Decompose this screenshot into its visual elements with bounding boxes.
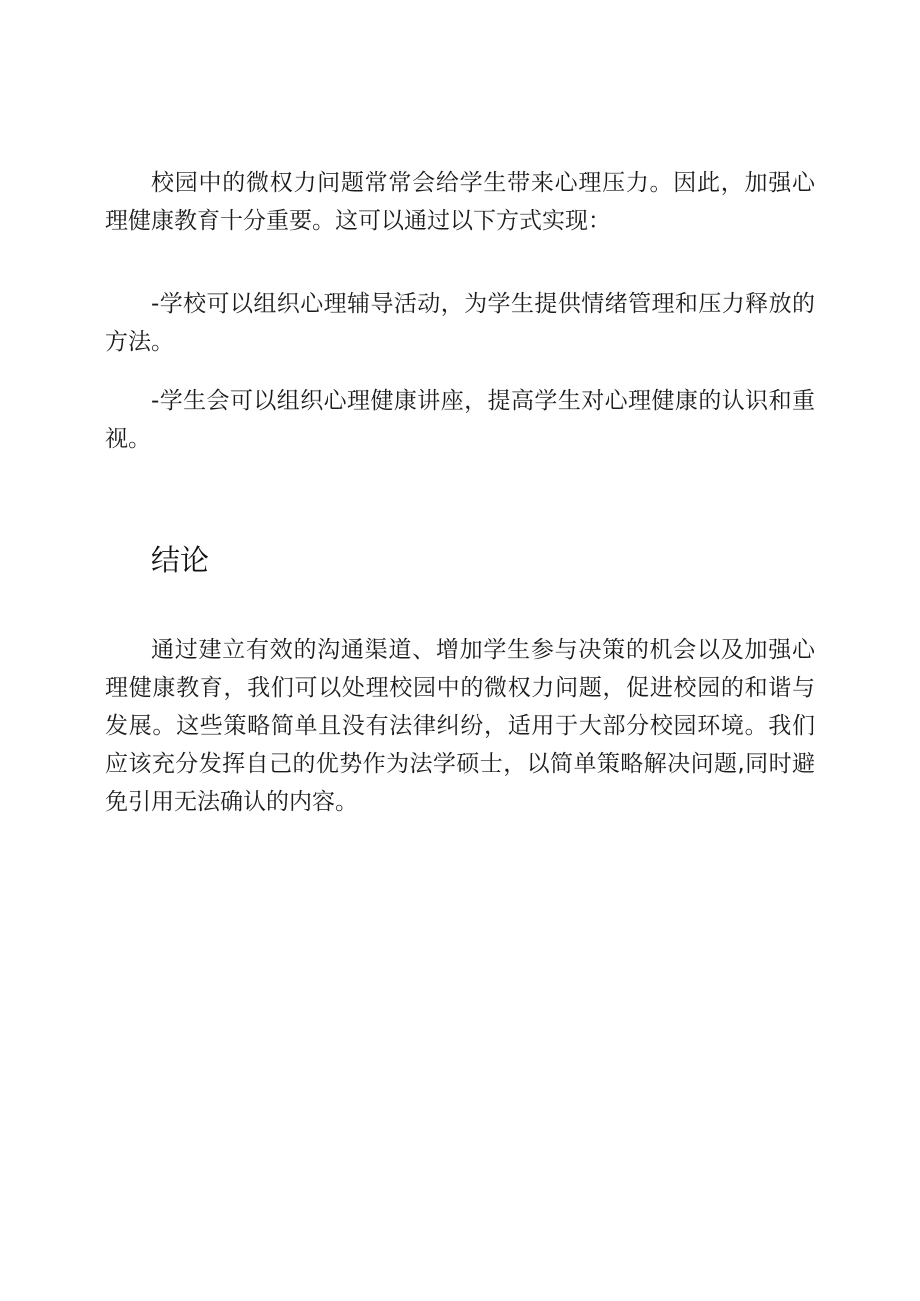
intro-paragraph: 校园中的微权力问题常常会给学生带来心理压力。因此，加强心理健康教育十分重要。这可以通过以下方式实现： — [105, 170, 815, 234]
conclusion-heading: 结论 — [151, 543, 210, 577]
list-item-lecture: -学生会可以组织心理健康讲座，提高学生对心理健康的认识和重视。 — [105, 388, 815, 452]
list-item-counseling: -学校可以组织心理辅导活动，为学生提供情绪管理和压力释放的方法。 — [105, 291, 815, 355]
conclusion-paragraph: 通过建立有效的沟通渠道、增加学生参与决策的机会以及加强心理健康教育，我们可以处理校园中的微权力问题，促进校园的和谐与发展。这些策略简单且没有法律纠纷，适用于大部分校园环境。我们应该充分发挥自己的优势作为法学硕士，以简单策略解决问题,同时避免引用无法确认的内容。 — [105, 637, 815, 815]
